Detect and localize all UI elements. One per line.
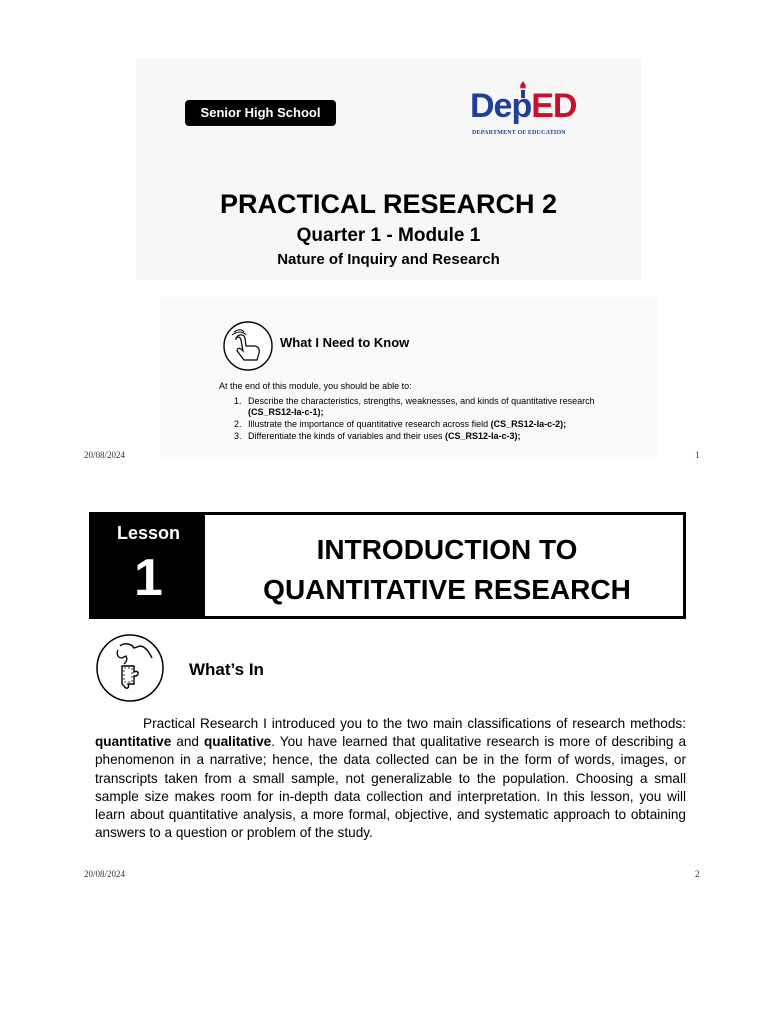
module-quarter: Quarter 1 - Module 1: [296, 225, 481, 246]
module-title: PRACTICAL RESEARCH 2: [219, 189, 558, 219]
page-footer-date: 20/08/2024: [84, 450, 126, 460]
page-number: 1: [695, 450, 700, 460]
module-subtitle: Nature of Inquiry and Research: [277, 251, 500, 268]
lesson-title-line1: INTRODUCTION TO: [316, 534, 578, 565]
lesson-label: Lesson: [116, 523, 181, 543]
lesson-title-line2: QUANTITATIVE RESEARCH: [263, 574, 631, 605]
lesson-number: 1: [134, 549, 163, 607]
deped-logo-dep: Dep: [470, 87, 532, 125]
whats-in-paragraph: Practical Research I introduced you to the two main classifications of research methods: quantitative and qualitative. You have learned that qualitative research is more of describing a phenomenon in a narrative; hence, the data collected can be in the form of words, images, or transcripts taken from a small sample, not generalizable to the population. Choosing a small sample size makes room for in-depth data collection and interpretation. In this lesson, you will learn about quantitative analysis, a more formal, objective, and systematic approach to obtaining answers to a question or problem of the study.: [95, 716, 687, 841]
deped-logo-ed: ED: [531, 87, 577, 125]
puzzle-hand-icon: [94, 632, 166, 704]
need-to-know-heading: What I Need to Know: [280, 335, 410, 350]
page-footer-date: 20/08/2024: [84, 869, 126, 879]
objectives-list: [234, 396, 639, 443]
deped-logo-subtitle: DEPARTMENT OF EDUCATION: [472, 130, 566, 136]
pointing-hand-icon: [222, 320, 274, 372]
senior-high-school-badge: Senior High School: [185, 100, 336, 126]
list-item: 2. Illustrate the importance of quantitative research across field (CS_RS12-Ia-c-2);: [234, 419, 567, 429]
list-item: 1. Describe the characteristics, strengths, weaknesses, and kinds of quantitative research (CS_RS12-Ia-c-1);: [234, 396, 595, 417]
deped-logo: [470, 86, 582, 148]
list-item: 3. Differentiate the kinds of variables and their uses (CS_RS12-Ia-c-3);: [234, 431, 521, 441]
page-number: 2: [695, 869, 700, 879]
need-to-know-intro: At the end of this module, you should be able to:: [219, 381, 412, 391]
lesson-title: [212, 530, 682, 610]
whats-in-heading: What’s In: [189, 660, 264, 679]
